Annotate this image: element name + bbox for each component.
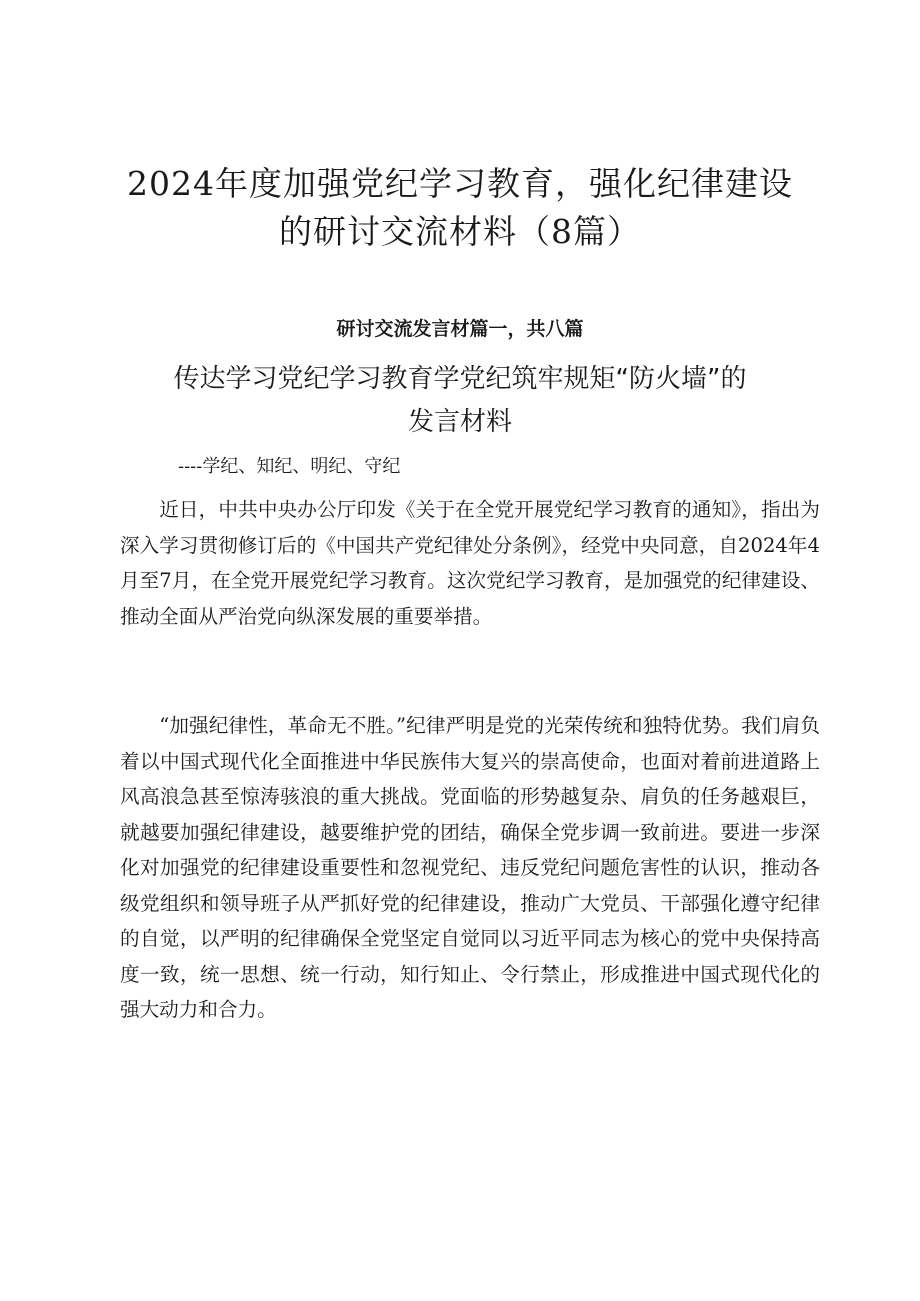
section-label: 研讨交流发言材篇一，共八篇 (336, 318, 584, 340)
document-title-line-2: 的研讨交流材料（8篇） (279, 212, 641, 251)
speech-title-line-1: 传达学习党纪学习教育学党纪筑牢规矩“防火墙”的 (173, 364, 747, 394)
body-paragraph: “加强纪律性，革命无不胜。”纪律严明是党的光荣传统和独特优势。我们肩负着以中国式现代化全面推进中华民族伟大复兴的崇高使命，也面对着前进道路上风高浪急甚至惊涛骇浪的重大挑战。党面临的形势越复杂、肩负的任务越艰巨，就越要加强纪律建设，越要维护党的团结，确保全党步调一致前进。要进一步深化对加强党的纪律建设重要性和忽视党纪、违反党纪问题危害性的认识，推动各级党组织和领导班子从严抓好党的纪律建设，推动广大党员、干部强化遵守纪律的自觉，以严明的纪律确保全党坚定自觉同以习近平同志为核心的党中央保持高度一致，统一思想、统一行动，知行知止、令行禁止，形成推进中国式现代化的强大动力和合力。 (120, 714, 820, 1021)
speech-title (120, 358, 800, 444)
document-title (120, 160, 800, 256)
body-paragraph: 近日，中共中央办公厅印发《关于在全党开展党纪学习教育的通知》，指出为深入学习贯彻修订后的《中国共产党纪律处分条例》，经党中央同意，自2024年4月至7月，在全党开展党纪学习教育。这次党纪学习教育，是加强党的纪律建设、推动全面从严治党向纵深发展的重要举措。 (120, 498, 820, 628)
document-title-line-1: 2024年度加强党纪学习教育，强化纪律建设 (127, 164, 793, 203)
speech-subtitle: ----学纪、知纪、明纪、守纪 (178, 456, 401, 477)
speech-title-line-2: 发言材料 (407, 407, 512, 437)
